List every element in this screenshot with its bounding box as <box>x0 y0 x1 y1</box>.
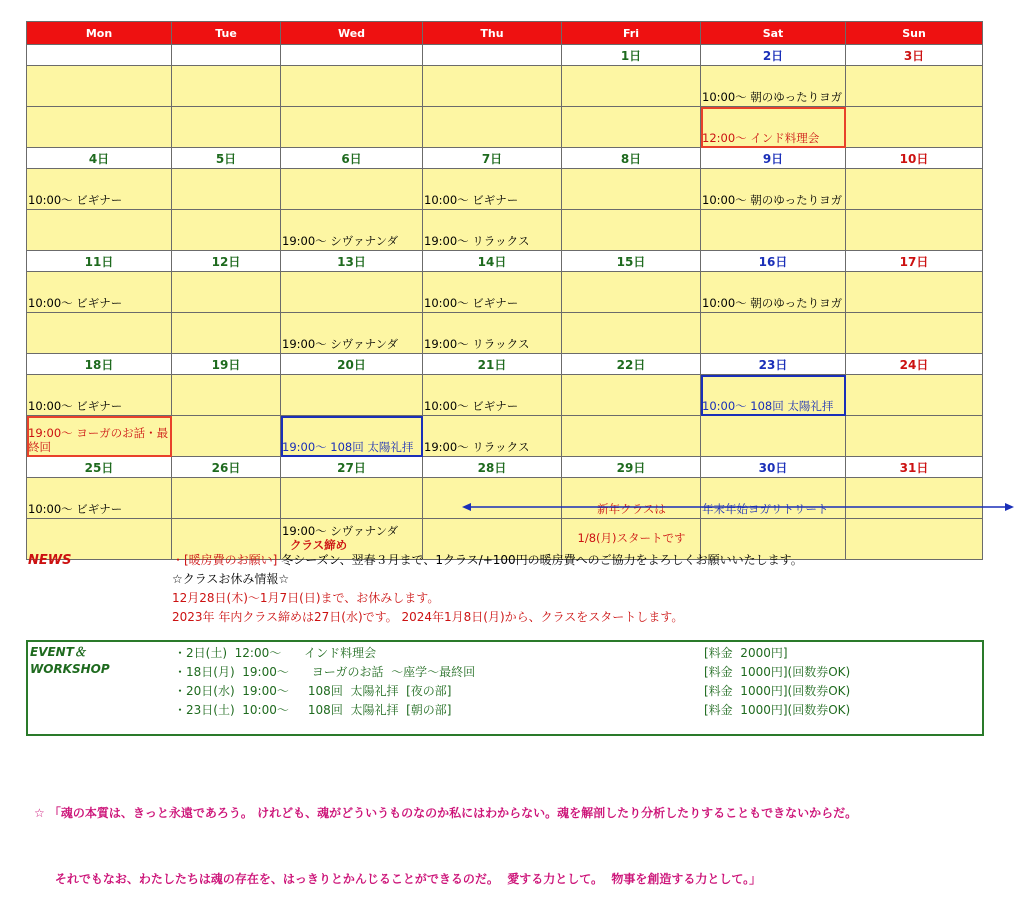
special-event-slot: 12:00〜 インド料理会 <box>701 107 846 148</box>
class-slot: 10:00〜 朝のゆったりヨガ <box>701 169 846 210</box>
date-cell: 26日 <box>172 457 281 478</box>
class-slot-row <box>27 107 983 148</box>
date-cell: 12日 <box>172 251 281 272</box>
event-heading <box>30 644 110 678</box>
class-slot <box>846 416 983 457</box>
class-slot: 10:00〜 ビギナー <box>423 272 562 313</box>
class-slot-row <box>27 66 983 107</box>
date-cell: 22日 <box>562 354 701 375</box>
class-slot-row <box>27 210 983 251</box>
date-row <box>27 148 983 169</box>
event-item: ・20日(水) 19:00〜 108回 太陽礼拝 [夜の部] <box>174 684 452 698</box>
event-fee: [料金 1000円](回数券OK) <box>704 684 851 698</box>
class-slot <box>846 478 983 519</box>
class-slot <box>562 416 701 457</box>
date-cell <box>281 45 423 66</box>
class-slot <box>701 210 846 251</box>
class-slot <box>846 169 983 210</box>
calendar-grid <box>26 21 983 560</box>
date-cell: 27日 <box>281 457 423 478</box>
class-slot-row <box>27 478 983 519</box>
news-heading: NEWS <box>28 553 72 568</box>
class-slot <box>281 478 423 519</box>
date-cell: 21日 <box>423 354 562 375</box>
class-slot: 10:00〜 ビギナー <box>27 272 172 313</box>
date-cell: 7日 <box>423 148 562 169</box>
weekday-header: Fri <box>562 22 701 45</box>
date-cell: 14日 <box>423 251 562 272</box>
event-fee: [料金 1000円](回数券OK) <box>704 665 851 679</box>
class-slot <box>701 416 846 457</box>
date-cell: 17日 <box>846 251 983 272</box>
closure-period-arrow <box>462 502 1014 512</box>
class-slot-row <box>27 416 983 457</box>
quote-line1: ☆ 「魂の本質は、きっと永遠であろう。 けれども、魂がどういうものなのか私にはわからない。魂を解剖したり分析したりすることもできないからだ。 <box>34 806 858 820</box>
weekday-header: Sat <box>701 22 846 45</box>
class-slot <box>562 375 701 416</box>
class-slot <box>27 210 172 251</box>
event-item: ・23日(土) 10:00〜 108回 太陽礼拝 [朝の部] <box>174 703 452 717</box>
date-cell: 5日 <box>172 148 281 169</box>
news-heating-line <box>172 551 803 570</box>
class-slot <box>281 272 423 313</box>
special-event-slot: 19:00〜 ヨーガのお話・最終回 <box>27 416 172 457</box>
class-slot: 10:00〜 ビギナー <box>27 169 172 210</box>
class-slot: 10:00〜 ビギナー <box>423 375 562 416</box>
class-slot <box>281 107 423 148</box>
class-slot-row <box>27 169 983 210</box>
class-slot <box>562 313 701 354</box>
date-cell <box>27 45 172 66</box>
date-row <box>27 251 983 272</box>
date-cell: 30日 <box>701 457 846 478</box>
class-slot <box>172 169 281 210</box>
date-cell: 6日 <box>281 148 423 169</box>
class-slot: 19:00〜 リラックス <box>423 210 562 251</box>
class-slot: 10:00〜 ビギナー <box>423 169 562 210</box>
date-cell <box>172 45 281 66</box>
class-slot: 10:00〜 ビギナー <box>27 375 172 416</box>
class-slot <box>172 416 281 457</box>
event-item: ・2日(土) 12:00〜 インド料理会 <box>174 646 377 660</box>
date-cell: 13日 <box>281 251 423 272</box>
date-cell: 31日 <box>846 457 983 478</box>
quote-line2: それでもなお、わたしたちは魂の存在を、はっきりとかんじることができるのだ。 愛する力として。 物事を創造する力として。」 <box>34 872 762 886</box>
date-cell: 4日 <box>27 148 172 169</box>
weekday-header: Sun <box>846 22 983 45</box>
date-cell: 18日 <box>27 354 172 375</box>
special-event-slot: 10:00〜 108回 太陽礼拝 <box>701 375 846 416</box>
class-slot <box>172 478 281 519</box>
news-section <box>172 551 803 627</box>
class-slot <box>423 478 562 519</box>
date-cell: 8日 <box>562 148 701 169</box>
class-slot <box>172 66 281 107</box>
class-slot <box>846 272 983 313</box>
date-row <box>27 457 983 478</box>
class-slot <box>562 210 701 251</box>
event-fee: [料金 1000円](回数券OK) <box>704 703 851 717</box>
date-row <box>27 354 983 375</box>
class-slot <box>562 107 701 148</box>
class-slot <box>172 210 281 251</box>
closing-start-info: 2023年 年内クラス締めは27日(水)です。 2024年1月8日(月)から、クラスをスタートします。 <box>172 610 684 624</box>
class-slot: 19:00〜 リラックス <box>423 416 562 457</box>
class-closing-note: クラス締め <box>290 538 348 552</box>
class-slot <box>172 375 281 416</box>
retreat-notice: 年末年始ヨガリトリート <box>701 478 846 519</box>
event-fee: [料金 2000円] <box>704 646 788 660</box>
date-cell: 23日 <box>701 354 846 375</box>
date-cell: 20日 <box>281 354 423 375</box>
event-workshop-box <box>26 640 984 736</box>
weekday-header: Thu <box>423 22 562 45</box>
date-cell: 19日 <box>172 354 281 375</box>
class-slot <box>846 375 983 416</box>
class-slot <box>846 210 983 251</box>
event-heading-line2: WORKSHOP <box>30 662 110 676</box>
class-slot: 19:00〜 リラックス <box>423 313 562 354</box>
event-item: ・18日(月) 19:00〜 ヨーガのお話 〜座学〜最終回 <box>174 665 476 679</box>
weekday-header: Mon <box>27 22 172 45</box>
class-slot <box>27 66 172 107</box>
class-slot <box>423 107 562 148</box>
class-slot: 19:00〜 シヴァナンダ <box>281 210 423 251</box>
date-cell: 25日 <box>27 457 172 478</box>
class-slot: 10:00〜 朝のゆったりヨガ <box>701 272 846 313</box>
new-year-notice: 新年クラスは <box>562 478 701 519</box>
class-slot <box>701 313 846 354</box>
class-slot <box>846 107 983 148</box>
weekday-header: Tue <box>172 22 281 45</box>
closure-info-title: ☆クラスお休み情報☆ <box>172 572 290 586</box>
date-cell: 1日 <box>562 45 701 66</box>
class-slot <box>281 66 423 107</box>
date-cell: 2日 <box>701 45 846 66</box>
new-year-start-notice: 1/8(月)スタートです <box>562 519 701 560</box>
date-cell <box>423 45 562 66</box>
weekday-header: Wed <box>281 22 423 45</box>
class-slot <box>27 313 172 354</box>
date-cell: 3日 <box>846 45 983 66</box>
quote <box>34 758 857 912</box>
class-slot <box>172 107 281 148</box>
class-slot <box>562 272 701 313</box>
class-slot <box>27 107 172 148</box>
class-slot <box>846 66 983 107</box>
date-cell: 15日 <box>562 251 701 272</box>
date-cell: 10日 <box>846 148 983 169</box>
class-slot <box>846 519 983 560</box>
class-slot <box>846 313 983 354</box>
class-slot-row <box>27 272 983 313</box>
class-slot <box>281 375 423 416</box>
date-row <box>27 45 983 66</box>
weekday-header-row <box>27 22 983 45</box>
date-cell: 11日 <box>27 251 172 272</box>
closure-dates: 12月28日(木)〜1月7日(日)まで、お休みします。 <box>172 591 440 605</box>
class-slot-row <box>27 313 983 354</box>
date-cell: 24日 <box>846 354 983 375</box>
class-slot <box>423 66 562 107</box>
heating-request-label: ・[暖房費のお願い] <box>172 553 278 567</box>
heating-request-text: 冬シーズン、翌春３月まで、1クラス/+100円の暖房費へのご協力をよろしくお願いいたします。 <box>277 553 803 567</box>
class-slot: 10:00〜 朝のゆったりヨガ <box>701 66 846 107</box>
class-slot-text: 19:00〜 シヴァナンダ <box>282 524 399 538</box>
class-slot <box>562 66 701 107</box>
date-cell: 9日 <box>701 148 846 169</box>
date-cell: 16日 <box>701 251 846 272</box>
date-cell: 29日 <box>562 457 701 478</box>
class-slot: 19:00〜 シヴァナンダ <box>281 313 423 354</box>
date-cell: 28日 <box>423 457 562 478</box>
class-slot <box>172 272 281 313</box>
event-heading-line1: EVENT＆ <box>30 645 86 659</box>
special-event-slot: 19:00〜 108回 太陽礼拝 <box>281 416 423 457</box>
class-slot-row <box>27 375 983 416</box>
class-slot <box>172 313 281 354</box>
class-slot: 10:00〜 ビギナー <box>27 478 172 519</box>
class-slot <box>281 169 423 210</box>
class-slot <box>562 169 701 210</box>
